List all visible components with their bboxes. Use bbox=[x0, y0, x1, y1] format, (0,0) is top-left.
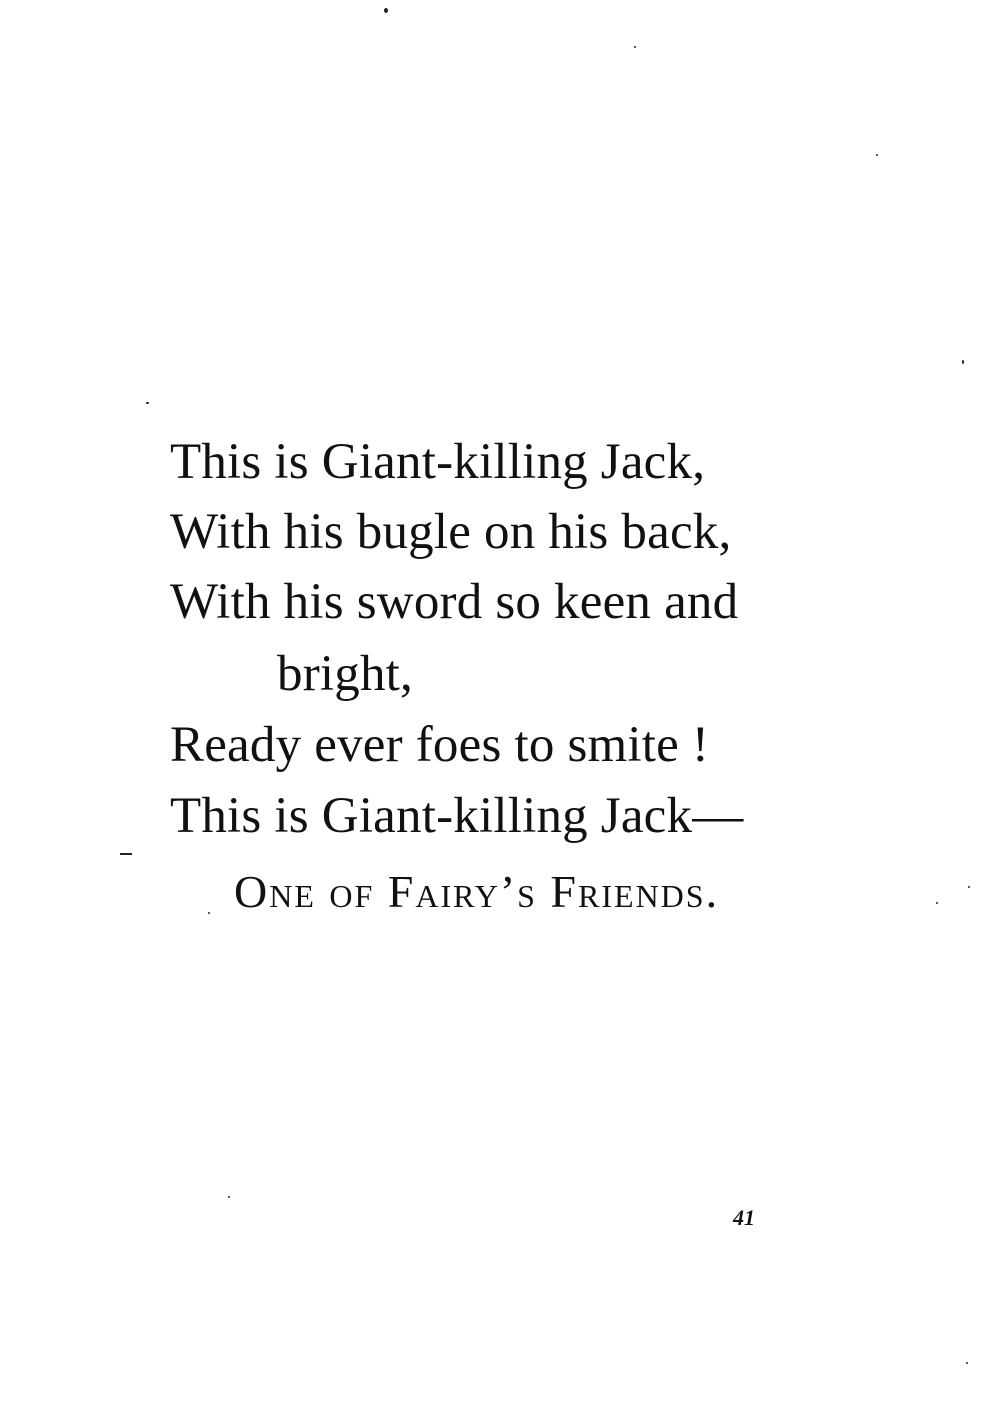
poem-line: With his sword so keen and bbox=[170, 574, 739, 630]
page-number: 41 bbox=[733, 1205, 755, 1230]
poem-line: Ready ever foes to smite ! bbox=[170, 717, 710, 773]
poem-line: This is Giant-killing Jack— bbox=[170, 788, 744, 844]
poem-line-continuation: bright, bbox=[277, 646, 413, 702]
poem-line: With his bugle on his back, bbox=[170, 504, 732, 560]
poem-line: This is Giant-killing Jack, bbox=[170, 434, 706, 490]
poem-byline: One of Fairy’s Friends. bbox=[234, 866, 720, 917]
